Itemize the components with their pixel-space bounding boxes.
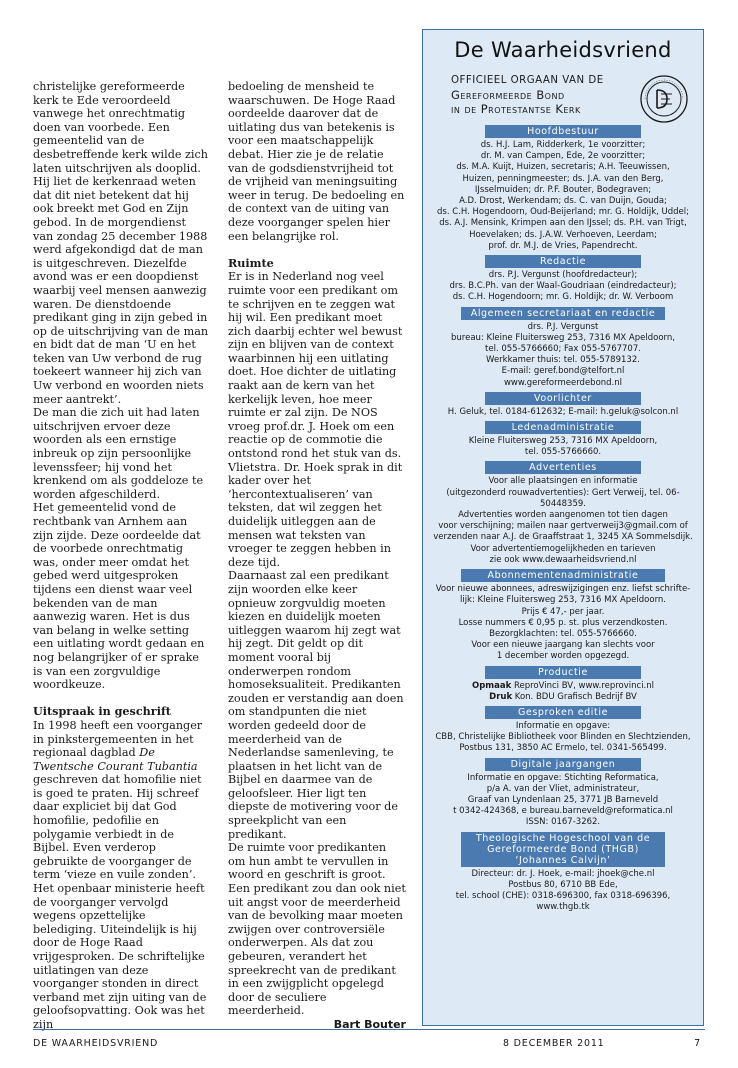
section-body-abonnementen: Voor nieuwe abonnees, adreswijzigingen enz. liefst schrifte- lijk: Kleine Fluitersweg 253, 7316 MX Apeldoorn. Prijs € 47,- per jaar. Losse nummers € 0,95 p. st. plus verzendkosten. Bezorgklachten: tel. 055-5766660. Voor een nieuwe jaargang kan slechts voor 1 december worden opgezegd. [435,584,691,662]
article-column-1 [33,80,209,1032]
footer-publication-name: DE WAARHEIDSVRIEND [33,1038,159,1049]
email-link[interactable]: E-mail: geref.bond@telfort.nl [501,366,625,377]
section-body-advertenties: Voor alle plaatsingen en informatie (uitgezonderd rouwadvertenties): Gert Verweij, tel. 06-50448359. Advertenties worden aangenomen tot tien dagen voor verschijning; mailen naar gertverweij3@gmail.com of verzenden naar A.J. de Graaffstraat 1, 3245 XA Sommelsdijk. Voor advertentiemogelijkheden en tarieven zie ook www.dewaarheidsvriend.nl [425,476,701,566]
section-header-secretariaat: Algemeen secretariaat en redactie [461,307,665,320]
section-body-gesproken: Informatie en opgave: CBB, Christelijke Bibliotheek voor Blinden en Slechtzienden, Postbus 131, 3850 AC Ermelo, tel. 0341-565499. [435,720,691,754]
newspaper-title: De Twentsche Courant Tubantia [33,746,198,773]
paragraph: In 1998 heeft een voorganger in pinkstergemeenten in het regionaal dagblad De Twentsche Courant Tubantia geschreven dat homofilie niet is goed te praten. Hij schreef daar expliciet bij dat God homofilie, pedofilie en polygamie verbiedt in de Bijbel. Even verderop gebruikte de voorganger de term ‘vieze en vuile zonden’. Het openbaar ministerie heeft de voorganger vervolgd wegens opzettelijke belediging. Uiteindelijk is hij door de Hoge Raad vrijgesproken. De schriftelijke uitlatingen van deze voorganger stonden in direct verband met zijn uiting van de geloofsopvatting. Ook was het zijn [33,718,207,1031]
masthead-title: De Waarheidsvriend [454,38,672,62]
seal-logo-icon [639,74,689,124]
paragraph: Daarnaast zal een predikant zijn woorden elke keer opnieuw zorgvuldig moeten kiezen en duidelijk moeten uitleggen waarom hij zegt wat hij zegt. Dit geldt op dit moment vooral bij onderwerpen rondom homoseksualiteit. Predikanten zouden er verstandig aan doen om standpunten die niet worden gedeeld door de meerderheid van de Nederlandse samenleving, te plaatsen in het licht van de Bijbel en daarmee van de geloofsleer. Hier ligt ten diepste de motivering voor de spreekplicht van een predikant. [228,569,404,841]
section-header-digitale: Digitale jaargangen [485,758,641,771]
section-header-redactie: Redactie [485,255,641,268]
website-link[interactable]: www.gereformeerdebond.nl [503,377,623,388]
page-number: 7 [694,1038,701,1049]
section-body-voorlichter: H. Geluk, tel. 0184-612632; E-mail: h.geluk@solcon.nl [447,406,679,417]
footer-date: 8 DECEMBER 2011 [503,1038,605,1049]
section-header-gesproken: Gesproken editie [485,706,641,719]
section-header-advertenties: Advertenties [485,461,641,474]
section-body-ledenadministratie: Kleine Fluitersweg 253, 7316 MX Apeldoorn, tel. 055-5766660. [468,436,658,458]
section-header-productie: Productie [485,666,641,679]
website-link[interactable]: zie ook www.dewaarheidsvriend.nl [489,554,637,565]
section-body-hoofdbestuur: ds. H.J. Lam, Ridderkerk, 1e voorzitter; dr. M. van Campen, Ede, 2e voorzitter; ds. M.A. Kuijt, Huizen, secretaris; A.H. Teeuwissen, Huizen, penningmeester; ds. J.A. van den Berg, IJsselmuiden; dr. P.F. Bouter, Bodegraven; A.D. Drost, Werkendam; ds. C. van Duijn, Gouda; ds. C.H. Hogendoorn, Oud-Beijerland; mr. G. Holdijk, Uddel; ds. A.J. Mensink, Krimpen aan den IJssel; ds. P.H. van Trigt, Hoevelaken; ds. J.A.W. Verhoeven, Leerdam; prof. dr. M.J. de Vries, Papendrecht. [437,140,689,251]
section-body-digitale: Informatie en opgave: Stichting Reformatica, p/a A. van der Vliet, administrateur, Graaf van Lyndenlaan 25, 3771 JB Barneveld t 0342-424368, e bureau.barneveld@reformatica.nl ISSN: 0167-3262. [453,772,673,828]
website-link[interactable]: www.thgb.tk [536,902,590,913]
author-name: Bart Bouter [333,1017,406,1031]
section-heading-uitspraak: Uitspraak in geschrift [33,704,171,719]
section-body-thgb: Directeur: dr. J. Hoek, e-mail: jhoek@che.nl Postbus 80, 6710 BB Ede, tel. school (CHE): 0318-696300, fax 0318-696396, www.thgb.tk [425,869,701,914]
paragraph: bedoeling de mensheid te waarschuwen. De Hoge Raad oordeelde daarover dat de uitlating dus van betekenis is voor een maatschappelijk debat. Hier zie je de relatie van de godsdienstvrijheid tot de vrijheid van meningsuiting weer in terug. De bedoeling en de context van de uiting van deze voorganger spelen hier een belangrijke rol. [228,80,405,243]
section-header-abonnementen: Abonnementenadministratie [461,569,665,582]
paragraph: De man die zich uit had laten uitschrijven ervoer deze woorden als een ernstige inbreuk op zijn persoonlijke levenssfeer; hij vond het krenkend om als goddeloze te worden afgeschilderd. [33,406,204,501]
section-body-productie: Opmaak ReproVinci BV, www.reprovinci.nl Druk Kon. BDU Grafisch Bedrijf BV [471,680,655,702]
article-column-2 [228,80,406,1032]
section-header-voorlichter: Voorlichter [485,392,641,405]
section-heading-ruimte: Ruimte [228,255,274,270]
page-footer [33,1029,705,1049]
paragraph: christelijke gereformeerde kerk te Ede veroordeeld vanwege het onrechtmatig doen van voorbede. Een gemeentelid van de desbetreffende kerk wilde zich laten uitschrijven als dooplid. Hij liet de kerkenraad weten dat dit niet betekent dat hij ook breekt met God en Zijn gebod. In de morgendienst van zondag 25 december 1988 werd afgekondigd dat de man is uitgeschreven. Diezelfde avond was er een doopdienst waarbij veel mensen aanwezig waren. De dienstdoende predikant ging in zijn gebed in op de uitschrijving van de man en bidt dat de man ‘U en het teken van Uw verbond de rug toekeert wanneer hij zich van Uw verbond en woorden niets meer aantrekt’. [33,80,209,406]
masthead-subtitle: OFFICIEEL ORGAAN VAN DE Gereformeerde Bond in de Protestantse Kerk [451,75,604,116]
section-body-redactie: drs. P.J. Vergunst (hoofdredacteur); drs. B.C.Ph. van der Waal-Goudriaan (eindredacteur); ds. C.H. Hogendoorn; mr. G. Holdijk; dr. W. Verboom [449,270,677,303]
section-header-thgb: Theologische Hogeschool van de Gereformeerde Bond (THGB) ‘Johannes Calvijn’ [461,832,665,867]
paragraph: De ruimte voor predikanten om hun ambt te vervullen in woord en geschrift is groot. Een predikant zou dan ook niet uit angst voor de meerderheid van de bevolking maar moeten zwijgen over controversiële onderwerpen. Als dat zou gebeuren, verandert het spreekrecht van de predikant in een zwijgplicht opgelegd door de seculiere meerderheid. [228,841,406,1018]
masthead-colophon [422,29,704,1026]
section-header-hoofdbestuur: Hoofdbestuur [485,125,641,138]
paragraph: Het gemeentelid vond de rechtbank van Arnhem aan zijn zijde. Deze oordeelde dat de voorbede onrechtmatig was, onder meer omdat het gebed werd uitgesproken tijdens een dienst waar veel bekenden van de man aanwezig waren. Het is dus van belang in welke setting een uitlating wordt gedaan en nog belangrijker of er sprake is van een zorgvuldige woordkeuze. [33,501,205,692]
section-header-ledenadministratie: Ledenadministratie [485,421,641,434]
paragraph: Er is in Nederland nog veel ruimte voor een predikant om te schrijven en te zeggen wat hij wil. Een predikant moet zich daarbij echter wel bewust zijn en blijven van de context waarbinnen hij een uitlating doet. Hoe dichter de uitlating raakt aan de kern van het kerkelijk leven, hoe meer ruimte er zal zijn. De NOS vroeg prof.dr. J. Hoek om een reactie op de commotie die ontstond rond het stuk van ds. Vlietstra. Dr. Hoek sprak in dit kader over het ‘hercontextualiseren’ van teksten, dat wil zeggen het duidelijk uitleggen aan de mensen wat teksten van vroeger te zeggen hebben in deze tijd. [228,270,403,569]
section-body-secretariaat: drs. P.J. Vergunst bureau: Kleine Fluitersweg 253, 7316 MX Apeldoorn, tel. 055-5766660; Fax 055-5767707. Werkkamer thuis: tel. 055-5789132. E-mail: geref.bond@telfort.nl www.gereformeerdebond.nl [425,322,701,389]
